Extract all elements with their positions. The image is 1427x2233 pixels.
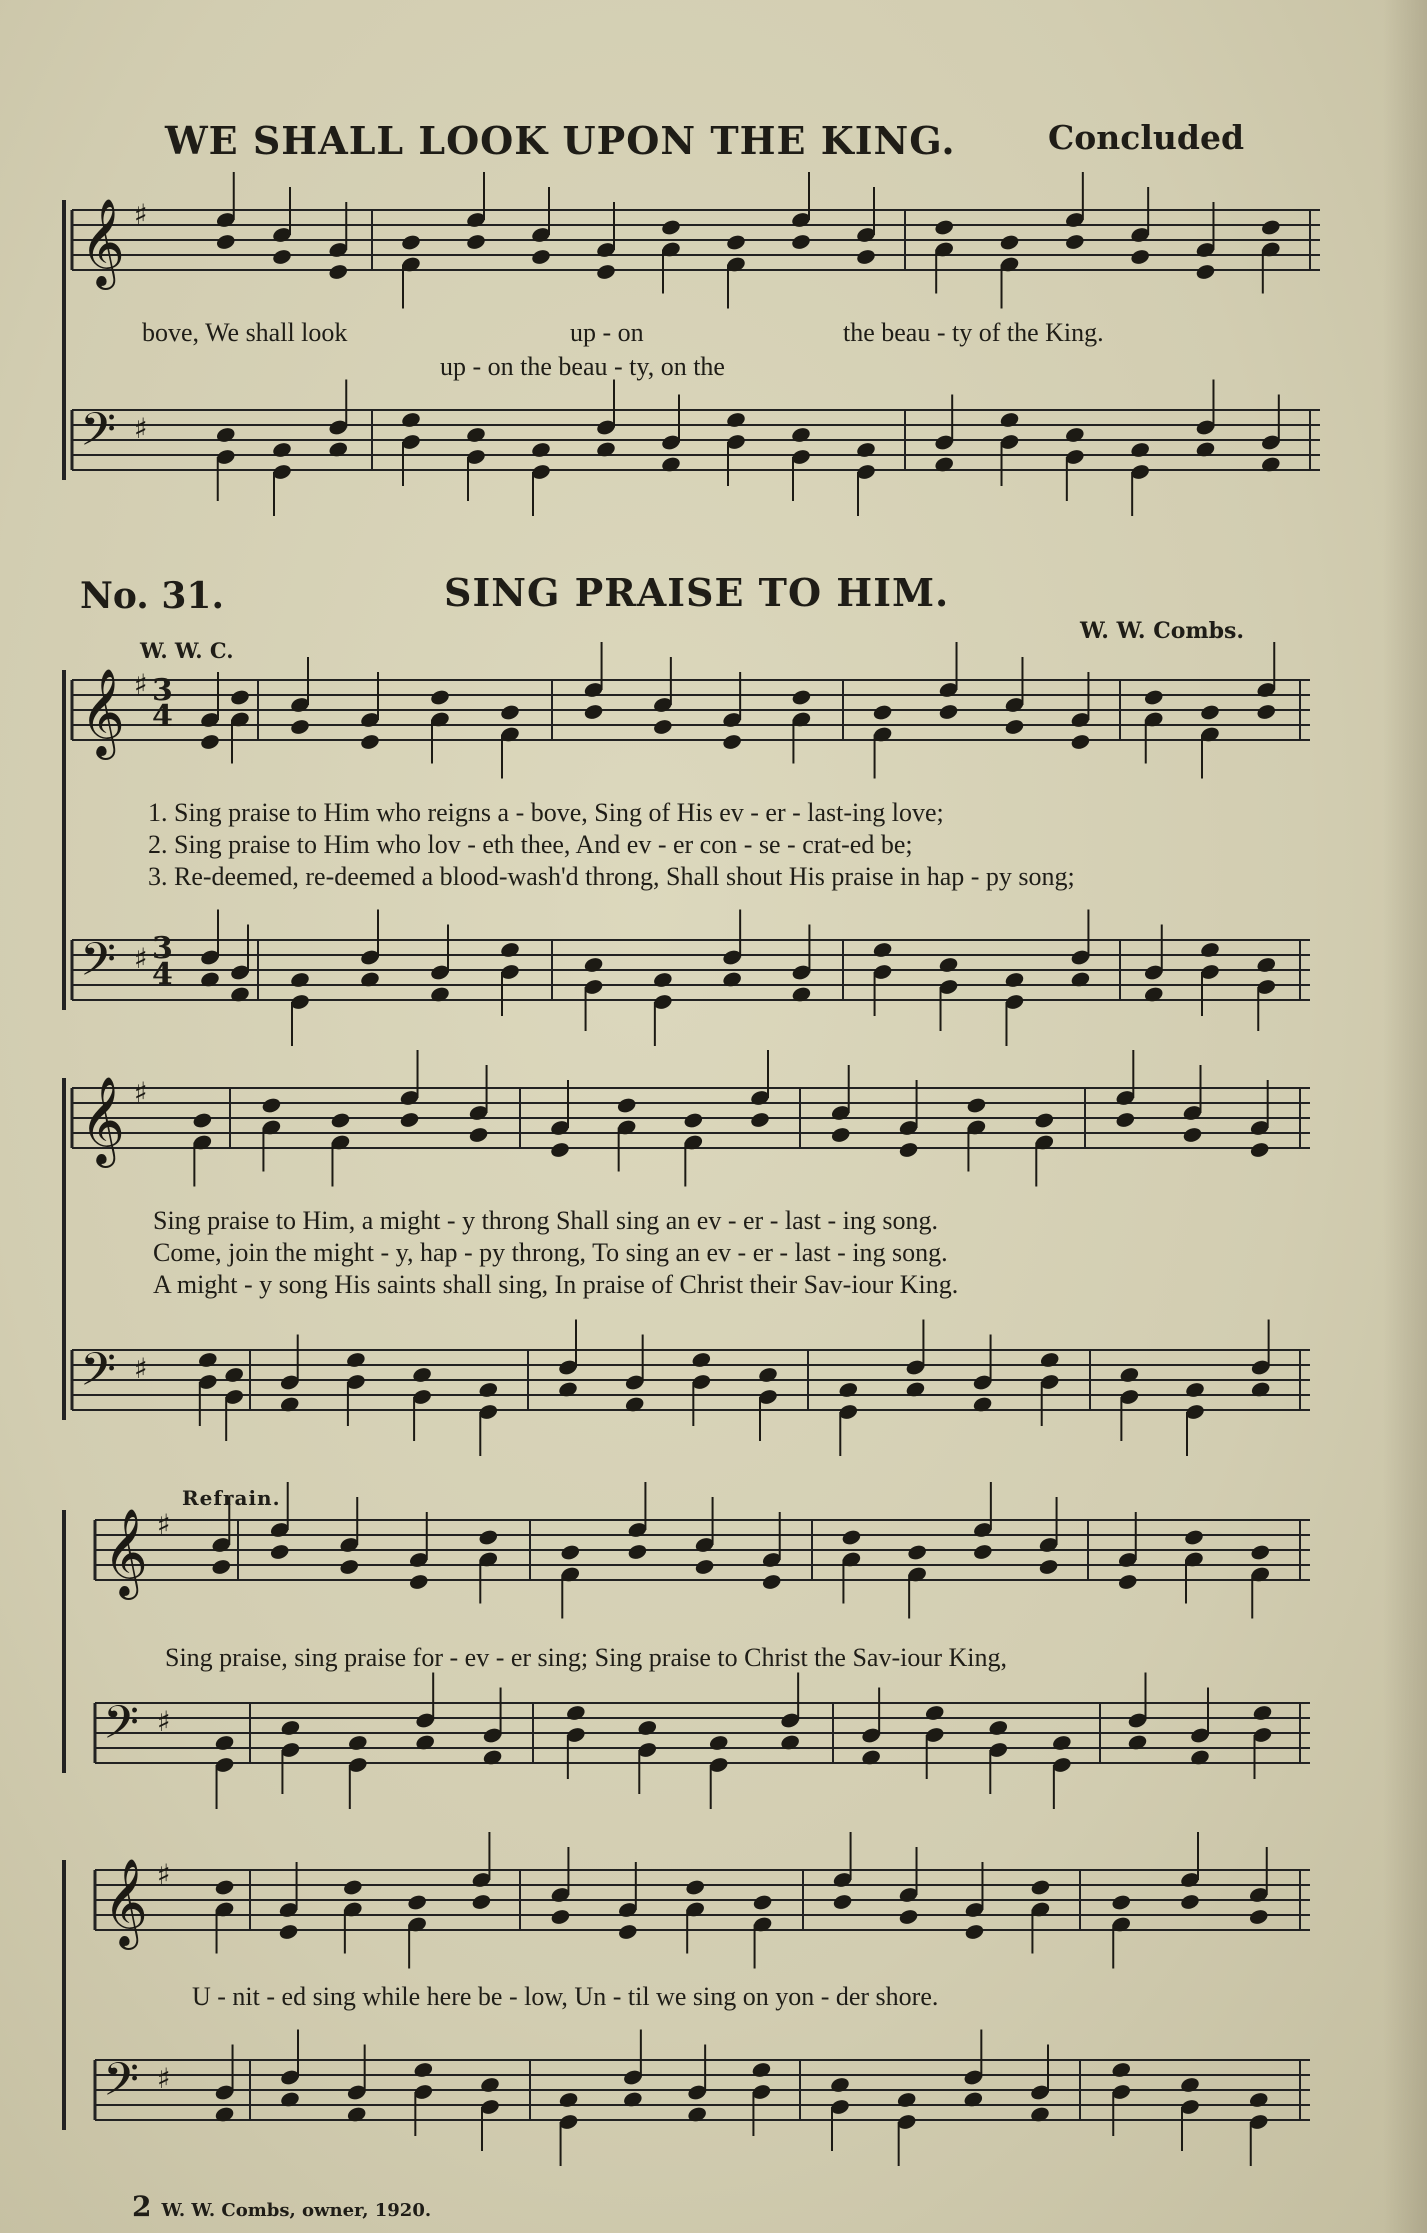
svg-text:𝄢: 𝄢 [80,403,117,468]
refrain-label: Refrain. [182,1486,281,1510]
hymn-number: No. 31. [80,575,224,617]
svg-text:𝄢: 𝄢 [103,1696,140,1761]
svg-text:♯: ♯ [134,412,148,445]
verse3-line1: 3. Re-deemed, re-deemed a blood-wash'd throng, Shall shout His praise in hap - py song; [148,862,1075,891]
page-number: 2 [132,2190,152,2223]
verse1-line1: 1. Sing praise to Him who reigns a - bove, Sing of His ev - er - last-ing love; [148,798,944,827]
svg-text:𝄢: 𝄢 [103,2053,140,2118]
svg-text:𝄞: 𝄞 [80,667,125,756]
lyricist-credit: W. W. C. [140,638,234,663]
bass-time-signature: 3 4 [152,931,173,992]
svg-text:𝄞: 𝄞 [103,1507,148,1596]
refrain-line1: Sing praise, sing praise for - ev - er sing; Sing praise to Christ the Sav-iour King, [165,1643,1007,1672]
svg-text:𝄢: 𝄢 [80,933,117,998]
treble-time-signature: 3 4 [152,673,173,734]
svg-text:♯: ♯ [157,2062,171,2095]
song1-lyric-line1c: the beau - ty of the King. [843,318,1104,347]
song1-title: WE SHALL LOOK UPON THE KING. [165,118,956,163]
svg-text:𝄢: 𝄢 [80,1343,117,1408]
svg-text:𝄞: 𝄞 [80,1075,125,1164]
svg-text:♯: ♯ [157,1858,171,1891]
svg-text:♯: ♯ [134,668,148,701]
song1-lyric-line1b: up - on [570,318,644,347]
song1-lyric-line1: bove, We shall look [142,318,348,347]
svg-text:𝄞: 𝄞 [80,197,125,286]
verse1-line2: Sing praise to Him, a might - y throng Shall sing an ev - er - last - ing song. [153,1206,938,1235]
svg-text:𝄞: 𝄞 [103,1857,148,1946]
refrain-line2: U - nit - ed sing while here be - low, Un - til we sing on yon - der shore. [192,1982,939,2011]
svg-text:♯: ♯ [157,1705,171,1738]
svg-text:♯: ♯ [134,942,148,975]
song1-lyric-line2: up - on the beau - ty, on the [440,352,725,381]
page-footer [132,2190,431,2223]
svg-text:♯: ♯ [134,1076,148,1109]
copyright-notice: W. W. Combs, owner, 1920. [161,2200,432,2221]
verse2-line1: 2. Sing praise to Him who lov - eth thee, And ev - er con - se - crat-ed be; [148,830,913,859]
song1-status: Concluded [1048,118,1245,157]
svg-text:♯: ♯ [157,1508,171,1541]
song2-title: SING PRAISE TO HIM. [444,570,950,615]
composer-credit: W. W. Combs. [1080,618,1245,644]
verse2-line2: Come, join the might - y, hap - py throng, To sing an ev - er - last - ing song. [153,1238,948,1267]
verse3-line2: A might - y song His saints shall sing, In praise of Christ their Sav-iour King. [153,1270,959,1299]
svg-text:♯: ♯ [134,1352,148,1385]
svg-text:♯: ♯ [134,198,148,231]
